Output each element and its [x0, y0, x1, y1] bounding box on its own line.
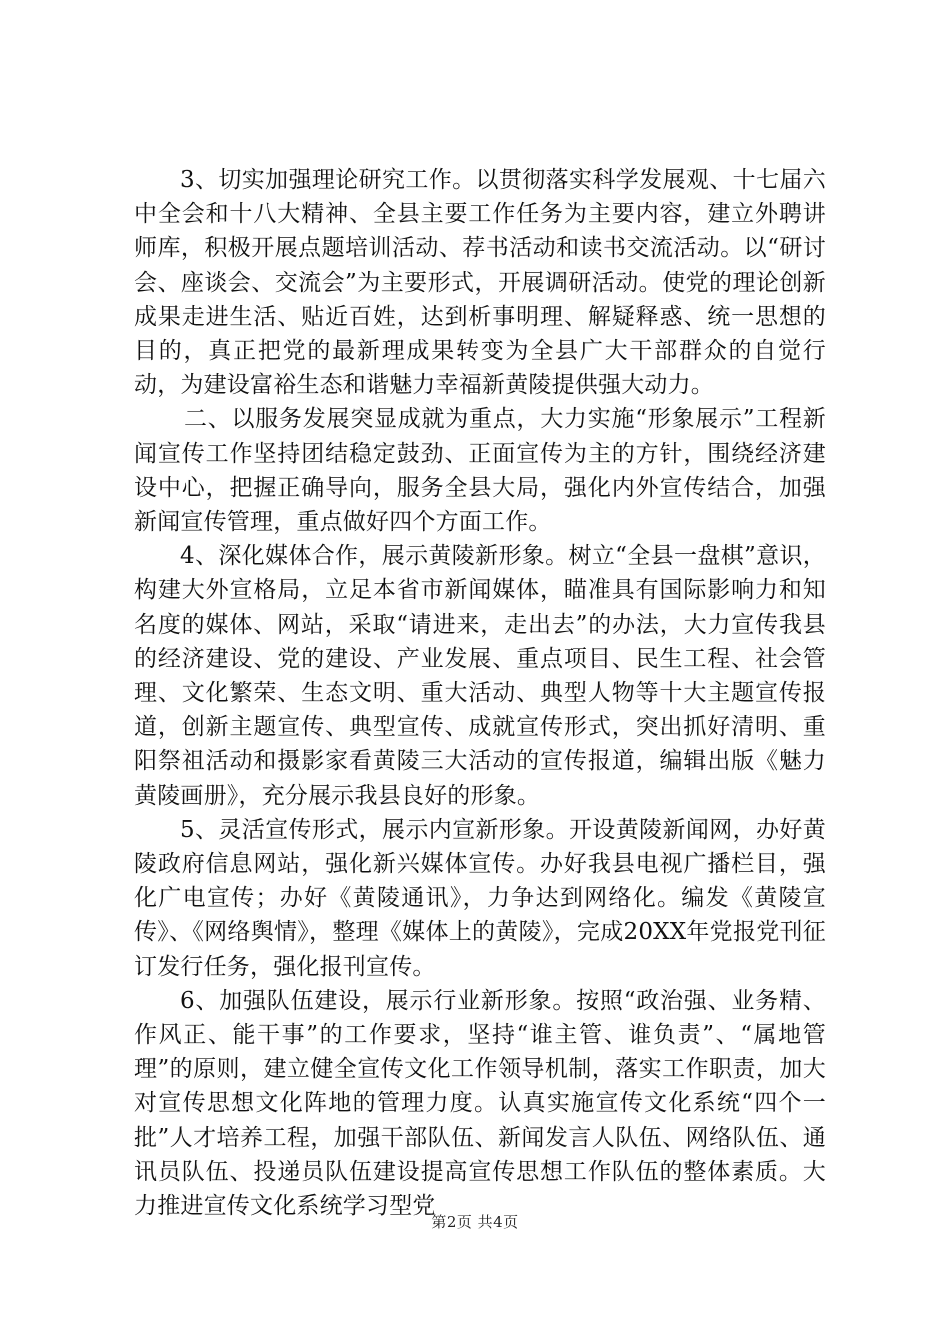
paragraph-media-cooperation: 4、深化媒体合作，展示黄陵新形象。树立“全县一盘棋”意识，构建大外宣格局，立足本省市新闻媒体，瞄准具有国际影响力和知名度的媒体、网站，采取“请进来，走出去”的办法，大力宣传我县的经济建设、党的建设、产业发展、重点项目、民生工程、社会管理、文化繁荣、生态文明、重大活动、典型人物等十大主题宣传报道，创新主题宣传、典型宣传、成就宣传形式，突出抓好清明、重阳祭祖活动和摄影家看黄陵三大活动的宣传报道，编辑出版《魅力黄陵画册》，充分展示我县良好的形象。: [134, 543, 826, 809]
paragraph-publicity-forms: 5、灵活宣传形式，展示内宣新形象。开设黄陵新闻网，办好黄陵政府信息网站，强化新兴媒体宣传。办好我县电视广播栏目，强化广电宣传；办好《黄陵通讯》，力争达到网络化。编发《黄陵宣传》、《网络舆情》，整理《媒体上的黄陵》，完成20XX年党报党刊征订发行任务，强化报刊宣传。: [134, 816, 826, 980]
paragraph-theory-research: 3、切实加强理论研究工作。以贯彻落实科学发展观、十七届六中全会和十八大精神、全县主要工作任务为主要内容，建立外聘讲师库，积极开展点题培训活动、荐书活动和读书交流活动。以“研讨会、座谈会、交流会”为主要形式，开展调研活动。使党的理论创新成果走进生活、贴近百姓，达到析事明理、解疑释惑、统一思想的目的，真正把党的最新理成果转变为全县广大干部群众的自觉行动，为建设富裕生态和谐魅力幸福新黄陵提供强大动力。: [134, 167, 826, 399]
paragraph-section-two-heading: 二、以服务发展突显成就为重点，大力实施“形象展示”工程新闻宣传工作坚持团结稳定鼓劲、正面宣传为主的方针，围绕经济建设中心，把握正确导向，服务全县大局，强化内外宣传结合，加强新闻宣传管理，重点做好四个方面工作。: [134, 406, 826, 536]
paragraph-team-building: 6、加强队伍建设，展示行业新形象。按照“政治强、业务精、作风正、能干事”的工作要求，坚持“谁主管、谁负责”、“属地管理”的原则，建立健全宣传文化工作领导机制，落实工作职责，加大对宣传思想文化阵地的管理力度。认真实施宣传文化系统“四个一批”人才培养工程，加强干部队伍、新闻发言人队伍、网络队伍、通讯员队伍、投递员队伍建设提高宣传思想工作队伍的整体素质。大力推进宣传文化系统学习型党: [134, 987, 826, 1220]
document-body: [134, 163, 826, 1223]
page-number-footer: 第2页 共4页: [431, 1213, 519, 1231]
